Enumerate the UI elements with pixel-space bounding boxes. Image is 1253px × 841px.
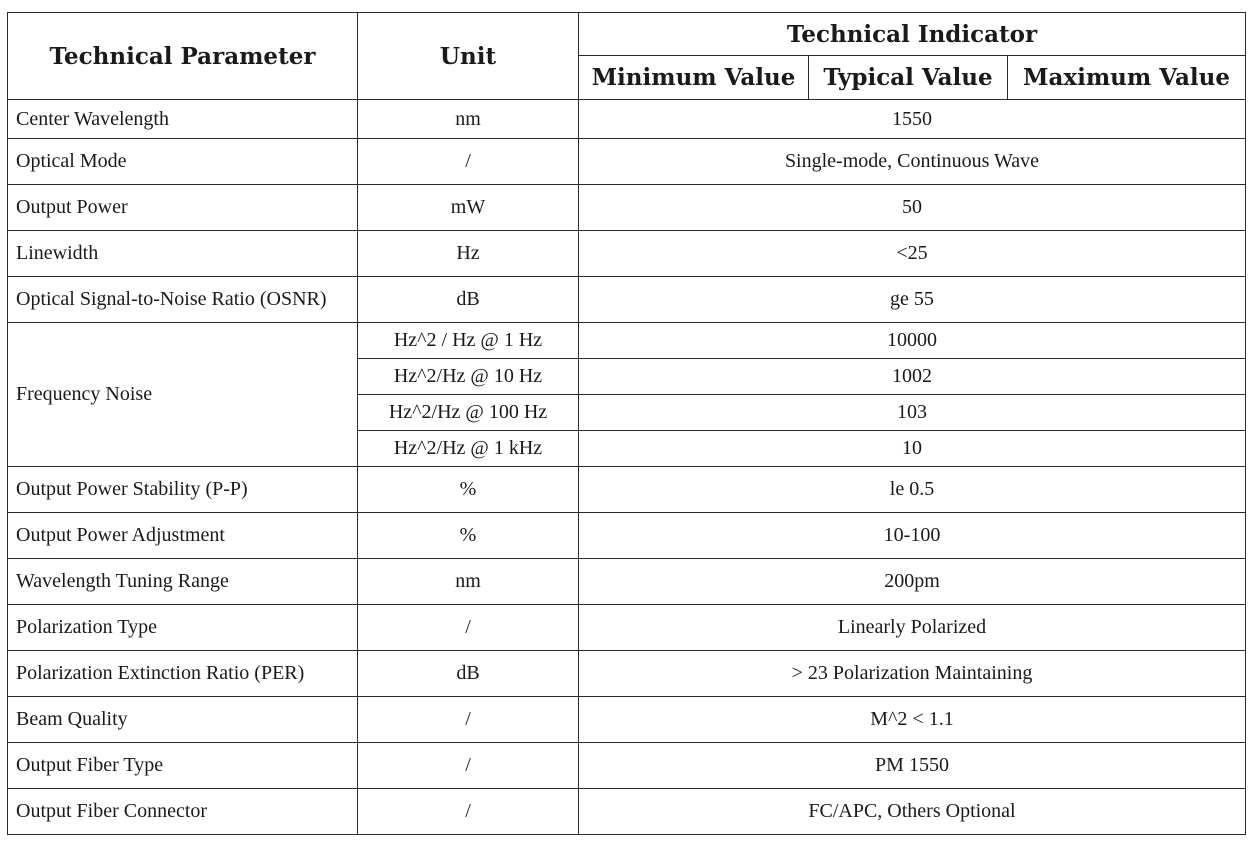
unit-cell: nm bbox=[358, 559, 579, 605]
value-cell: Linearly Polarized bbox=[579, 605, 1246, 651]
header-maximum-value: Maximum Value bbox=[1008, 56, 1246, 100]
unit-cell: Hz bbox=[358, 231, 579, 277]
table-row bbox=[8, 323, 1246, 359]
unit-cell: nm bbox=[358, 100, 579, 139]
parameter-cell: Linewidth bbox=[8, 231, 358, 277]
value-cell: M^2 < 1.1 bbox=[579, 697, 1246, 743]
spec-table bbox=[7, 12, 1246, 835]
parameter-cell: Polarization Extinction Ratio (PER) bbox=[8, 651, 358, 697]
unit-cell: % bbox=[358, 467, 579, 513]
unit-cell: / bbox=[358, 789, 579, 835]
header-technical-indicator: Technical Indicator bbox=[579, 13, 1246, 56]
table-row bbox=[8, 559, 1246, 605]
value-cell: PM 1550 bbox=[579, 743, 1246, 789]
table-row bbox=[8, 231, 1246, 277]
parameter-cell: Polarization Type bbox=[8, 605, 358, 651]
parameter-cell: Optical Signal-to-Noise Ratio (OSNR) bbox=[8, 277, 358, 323]
parameter-cell: Output Fiber Type bbox=[8, 743, 358, 789]
unit-cell: / bbox=[358, 139, 579, 185]
value-cell: > 23 Polarization Maintaining bbox=[579, 651, 1246, 697]
unit-cell: Hz^2/Hz @ 100 Hz bbox=[358, 395, 579, 431]
header-unit: Unit bbox=[358, 13, 579, 100]
table-row bbox=[8, 743, 1246, 789]
unit-cell: / bbox=[358, 697, 579, 743]
table-row bbox=[8, 789, 1246, 835]
unit-cell: % bbox=[358, 513, 579, 559]
unit-cell: mW bbox=[358, 185, 579, 231]
parameter-cell-frequency-noise: Frequency Noise bbox=[8, 323, 358, 467]
table-row bbox=[8, 467, 1246, 513]
parameter-cell: Beam Quality bbox=[8, 697, 358, 743]
table-row bbox=[8, 100, 1246, 139]
table-row bbox=[8, 513, 1246, 559]
parameter-cell: Wavelength Tuning Range bbox=[8, 559, 358, 605]
unit-cell: Hz^2/Hz @ 1 kHz bbox=[358, 431, 579, 467]
value-cell: 103 bbox=[579, 395, 1246, 431]
value-cell: <25 bbox=[579, 231, 1246, 277]
parameter-cell: Output Power Adjustment bbox=[8, 513, 358, 559]
value-cell: 1550 bbox=[579, 100, 1246, 139]
value-cell: ge 55 bbox=[579, 277, 1246, 323]
unit-cell: Hz^2 / Hz @ 1 Hz bbox=[358, 323, 579, 359]
parameter-cell: Output Fiber Connector bbox=[8, 789, 358, 835]
unit-cell: / bbox=[358, 743, 579, 789]
header-minimum-value: Minimum Value bbox=[579, 56, 809, 100]
parameter-cell: Center Wavelength bbox=[8, 100, 358, 139]
unit-cell: Hz^2/Hz @ 10 Hz bbox=[358, 359, 579, 395]
header-technical-parameter: Technical Parameter bbox=[8, 13, 358, 100]
table-row bbox=[8, 697, 1246, 743]
unit-cell: dB bbox=[358, 277, 579, 323]
value-cell: 200pm bbox=[579, 559, 1246, 605]
value-cell: FC/APC, Others Optional bbox=[579, 789, 1246, 835]
value-cell: 10 bbox=[579, 431, 1246, 467]
value-cell: le 0.5 bbox=[579, 467, 1246, 513]
table-row bbox=[8, 139, 1246, 185]
value-cell: Single-mode, Continuous Wave bbox=[579, 139, 1246, 185]
parameter-cell: Output Power bbox=[8, 185, 358, 231]
table-row bbox=[8, 185, 1246, 231]
table-row bbox=[8, 651, 1246, 697]
parameter-cell: Optical Mode bbox=[8, 139, 358, 185]
value-cell: 50 bbox=[579, 185, 1246, 231]
unit-cell: dB bbox=[358, 651, 579, 697]
unit-cell: / bbox=[358, 605, 579, 651]
header-typical-value: Typical Value bbox=[809, 56, 1008, 100]
parameter-cell: Output Power Stability (P-P) bbox=[8, 467, 358, 513]
table-row bbox=[8, 277, 1246, 323]
value-cell: 10000 bbox=[579, 323, 1246, 359]
value-cell: 10-100 bbox=[579, 513, 1246, 559]
table-row bbox=[8, 605, 1246, 651]
value-cell: 1002 bbox=[579, 359, 1246, 395]
